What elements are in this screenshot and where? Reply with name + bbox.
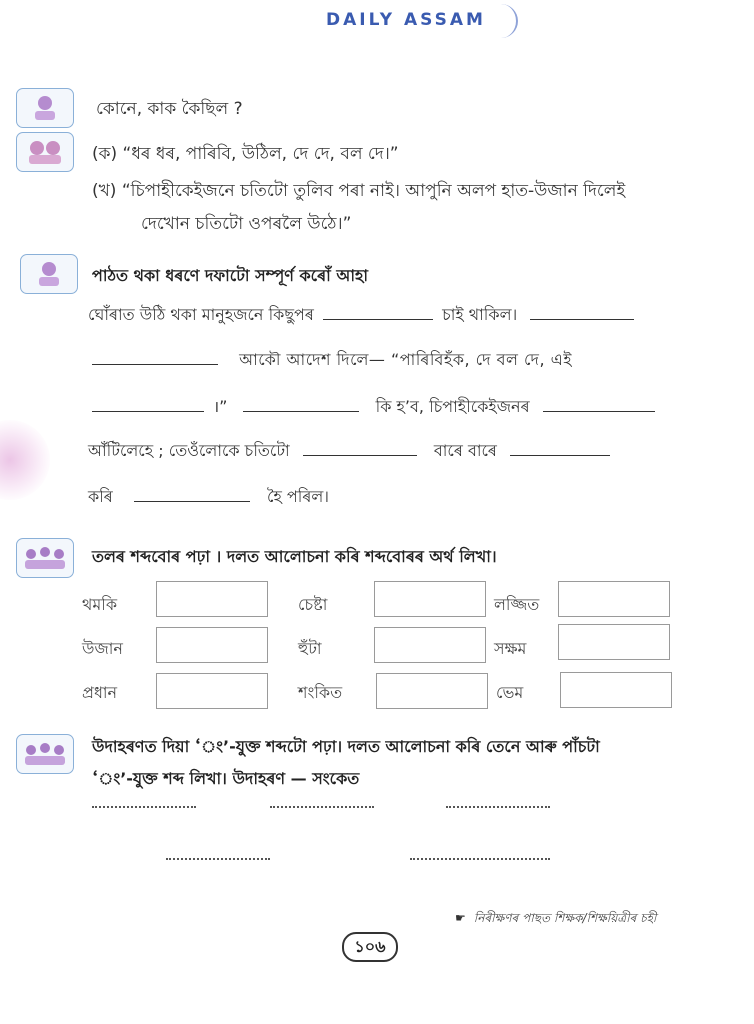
q3-word: সক্ষম <box>494 639 527 658</box>
paper-stain <box>0 420 50 500</box>
answer-dotted-line[interactable] <box>166 856 270 860</box>
q4-instruction-line1: উদাহৰণত দিয়া ‘ং’-যুক্ত শব্দটো পঢ়া। দলত আলোচনা কৰি তেনে আৰু পাঁচটা <box>92 737 600 756</box>
meaning-answer-box[interactable] <box>156 673 268 709</box>
q2-line3-part-a: ।” <box>213 397 228 416</box>
pointing-hand-icon: ☛ <box>455 911 466 925</box>
q2-line5-part-b: হৈ পৰিল। <box>266 487 330 506</box>
individual-task-icon <box>20 254 78 294</box>
q1-option-b-line1: (খ) “চিপাহীকেইজনে চতিটো তুলিব পৰা নাই। আপুনি অলপ হাত-উজান দিলেই <box>92 181 626 201</box>
fill-blank[interactable] <box>92 362 218 365</box>
fill-blank[interactable] <box>323 317 433 320</box>
q3-word: ভেম <box>496 683 524 702</box>
answer-dotted-line[interactable] <box>410 856 550 860</box>
meaning-answer-box[interactable] <box>374 627 486 663</box>
group-task-icon <box>16 734 74 774</box>
meaning-answer-box[interactable] <box>376 673 488 709</box>
q2-line3 <box>88 394 659 421</box>
fill-blank[interactable] <box>303 453 417 456</box>
fill-blank[interactable] <box>134 499 250 502</box>
q4-instruction-line2: ‘ং’-যুক্ত শব্দ লিখা। উদাহৰণ — সংকেত <box>92 769 360 788</box>
q1-option-a: (ক) “ধৰ ধৰ, পাৰিবি, উঠিল, দে দে, বল দে।” <box>92 144 399 164</box>
q1-question: কোনে, কাক কৈছিল ? <box>96 99 243 119</box>
q2-line4-part-b: বাৰে বাৰে <box>433 441 497 460</box>
q3-word: লজ্জিত <box>494 595 540 614</box>
meaning-answer-box[interactable] <box>374 581 486 617</box>
fill-blank[interactable] <box>530 317 634 320</box>
q2-line4 <box>88 438 614 465</box>
q2-line2-text: আকৌ আদেশ দিলে— “পাৰিবিহঁক, দে বল দে, এই <box>239 350 573 369</box>
teacher-signature-text: নিৰীক্ষণৰ পাছত শিক্ষক/শিক্ষয়িত্ৰীৰ চহী <box>473 911 657 925</box>
q3-word: থমকি <box>82 595 118 614</box>
watermark: DAILY ASSAM <box>326 10 486 30</box>
q2-line1-part-a: ঘোঁৰাত উঠি থকা মানুহজনে কিছুপৰ <box>88 305 314 324</box>
fill-blank[interactable] <box>543 409 655 412</box>
q3-word: উজান <box>82 639 123 658</box>
watermark-curve <box>500 4 518 38</box>
fill-blank[interactable] <box>510 453 610 456</box>
q2-line5-part-a: কৰি <box>88 487 113 506</box>
q2-line3-part-b: কি হ’ব, চিপাহীকেইজনৰ <box>375 397 530 416</box>
meaning-answer-box[interactable] <box>558 624 670 660</box>
q2-line1 <box>88 302 638 329</box>
q3-word: প্ৰধান <box>82 683 118 702</box>
answer-dotted-line[interactable] <box>92 804 196 808</box>
q3-word: চেষ্টা <box>298 595 328 614</box>
teacher-signature-note <box>455 910 656 930</box>
q2-line5 <box>88 484 329 511</box>
answer-dotted-line[interactable] <box>270 804 374 808</box>
q3-instruction: তলৰ শব্দবোৰ পঢ়া । দলত আলোচনা কৰি শব্দবোৰৰ অৰ্থ লিখা। <box>92 547 497 566</box>
page-number: ১০৬ <box>342 932 398 962</box>
q2-instruction: পাঠত থকা ধৰণে দফাটো সম্পূৰ্ণ কৰোঁ আহা <box>92 266 369 285</box>
answer-dotted-line[interactable] <box>446 804 550 808</box>
pair-task-icon <box>16 132 74 172</box>
q1-option-b-line2: দেখোন চতিটো ওপৰলৈ উঠে।” <box>141 214 352 234</box>
meaning-answer-box[interactable] <box>156 627 268 663</box>
meaning-answer-box[interactable] <box>560 672 672 708</box>
group-task-icon <box>16 538 74 578</box>
q2-line4-part-a: আঁটিলেহে ; তেওঁলোকে চতিটো <box>88 441 290 460</box>
fill-blank[interactable] <box>243 409 359 412</box>
q2-line1-part-b: চাই থাকিল। <box>442 305 518 324</box>
meaning-answer-box[interactable] <box>156 581 268 617</box>
q3-word: হুঁটা <box>298 639 322 658</box>
individual-task-icon <box>16 88 74 128</box>
meaning-answer-box[interactable] <box>558 581 670 617</box>
q3-word: শংকিত <box>298 683 343 702</box>
q2-line2 <box>88 347 572 374</box>
fill-blank[interactable] <box>92 409 204 412</box>
